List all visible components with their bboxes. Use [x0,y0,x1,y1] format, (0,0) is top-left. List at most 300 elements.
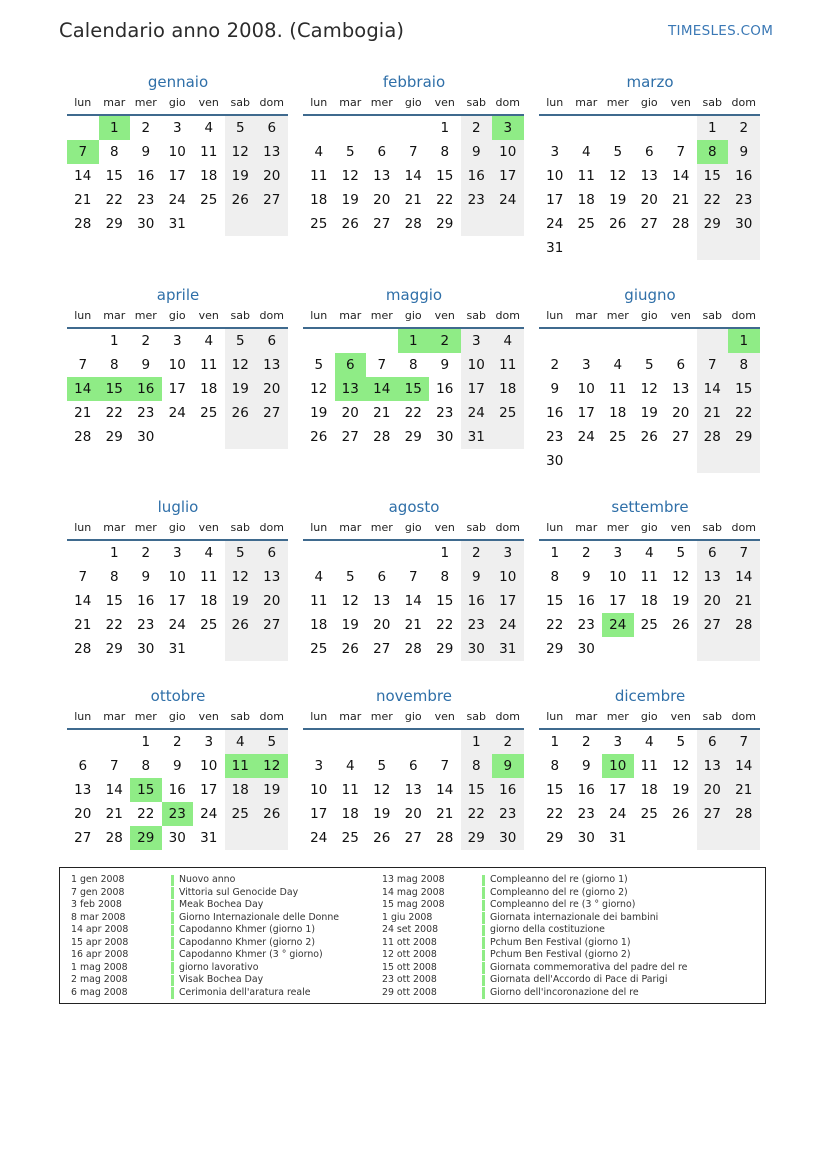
day-cell: 31 [168,216,186,232]
weekday-header: sab [697,305,729,329]
day-cell: 20 [373,192,391,208]
holiday-date: 29 ott 2008 [382,986,437,998]
weekday-header: mar [99,706,131,730]
holiday-marker [171,975,174,987]
day-cell: 21 [728,589,760,613]
day-empty [256,637,288,661]
day-cell: 13 [256,140,288,164]
day-cell: 21 [672,192,690,208]
weekday-header: ven [429,517,461,541]
day-cell-holiday: 15 [130,778,162,802]
day-cell: 7 [408,144,418,160]
day-cell: 14 [672,168,690,184]
day-empty [67,730,99,754]
day-cell: 9 [141,357,151,373]
day-cell: 16 [137,593,155,609]
day-cell: 10 [461,353,493,377]
day-cell: 29 [436,641,454,657]
day-cell: 12 [341,593,359,609]
holiday-name: Compleanno del re (giorno 2) [490,886,628,898]
day-empty [225,826,257,850]
weekday-header: gio [398,305,430,329]
weekday-header: dom [728,92,760,116]
day-cell: 18 [310,192,328,208]
weekday-header: sab [225,706,257,730]
weekday-header: ven [665,305,697,329]
day-cell: 17 [609,782,627,798]
month-grid [303,706,525,850]
holiday-name: Cerimonia dell'aratura reale [179,986,311,998]
day-cell: 31 [168,641,186,657]
day-cell-holiday: 1 [728,329,760,353]
day-cell: 10 [609,569,627,585]
holiday-name: Giornata commemorativa del padre del re [490,961,688,973]
day-empty [225,212,257,236]
day-cell: 21 [728,778,760,802]
day-empty [193,425,225,449]
day-cell: 3 [613,734,623,750]
day-cell: 17 [492,164,524,188]
day-cell: 3 [314,758,324,774]
day-empty [602,236,634,260]
day-cell: 24 [168,192,186,208]
day-cell: 10 [168,144,186,160]
day-cell: 25 [225,802,257,826]
weekday-header: mer [130,706,162,730]
day-empty [571,116,603,140]
day-cell: 7 [728,730,760,754]
day-cell: 4 [225,730,257,754]
day-cell: 12 [225,565,257,589]
day-cell: 3 [172,545,182,561]
day-cell: 6 [256,116,288,140]
holiday-date: 1 mag 2008 [71,961,128,973]
day-cell: 4 [204,120,214,136]
day-cell: 20 [640,192,658,208]
weekday-header: ven [665,706,697,730]
day-cell: 19 [225,589,257,613]
weekday-header: mar [99,305,131,329]
page-title: Calendario anno 2008. (Cambogia) [59,19,405,42]
weekday-header: dom [256,92,288,116]
day-cell: 29 [697,212,729,236]
day-cell: 23 [461,613,493,637]
day-cell: 6 [256,329,288,353]
day-cell: 24 [461,401,493,425]
day-cell: 17 [492,589,524,613]
day-cell: 18 [640,782,658,798]
day-cell: 29 [105,641,123,657]
month-maggio [303,285,525,449]
day-cell: 11 [200,569,218,585]
day-cell: 8 [550,758,560,774]
day-cell: 19 [672,782,690,798]
day-cell: 16 [492,778,524,802]
day-cell: 2 [581,734,591,750]
holiday-name: Meak Bochea Day [179,899,264,910]
day-cell: 20 [256,377,288,401]
day-cell: 20 [404,806,422,822]
day-cell: 26 [225,613,257,637]
day-cell: 14 [74,168,92,184]
day-cell: 24 [577,429,595,445]
day-cell: 23 [436,405,454,421]
day-cell: 14 [436,782,454,798]
day-cell-holiday: 15 [398,377,430,401]
weekday-header: lun [67,517,99,541]
day-cell: 26 [310,429,328,445]
day-cell: 27 [697,613,729,637]
day-cell: 18 [341,806,359,822]
day-cell: 4 [492,329,524,353]
weekday-header: mar [335,305,367,329]
holiday-marker [171,900,174,912]
day-empty [697,236,729,260]
day-cell: 3 [172,333,182,349]
day-cell: 25 [341,830,359,846]
holiday-date: 1 gen 2008 [71,874,125,885]
weekday-header: mer [130,92,162,116]
day-cell: 2 [461,116,493,140]
day-cell: 18 [225,778,257,802]
day-cell: 6 [408,758,418,774]
holiday-marker [482,912,485,924]
weekday-header: lun [67,92,99,116]
day-cell: 27 [640,216,658,232]
day-cell: 19 [310,405,328,421]
month-grid [539,305,761,473]
day-cell: 17 [546,192,564,208]
day-cell: 16 [461,589,493,613]
day-cell: 14 [105,782,123,798]
weekday-header: dom [256,305,288,329]
day-cell: 25 [200,617,218,633]
weekday-header: mer [130,517,162,541]
day-cell: 2 [461,541,493,565]
day-cell: 25 [310,216,328,232]
day-cell: 23 [137,405,155,421]
day-empty [366,329,398,353]
day-cell: 31 [200,830,218,846]
day-cell: 24 [168,405,186,421]
month-novembre [303,686,525,850]
day-cell: 1 [141,734,151,750]
day-cell: 3 [492,541,524,565]
day-empty [571,329,603,353]
day-cell: 5 [225,116,257,140]
day-cell: 15 [461,778,493,802]
weekday-header: mer [366,706,398,730]
day-empty [728,449,760,473]
day-cell: 22 [105,192,123,208]
day-cell: 10 [492,565,524,589]
month-marzo [539,72,761,260]
weekday-header: mar [99,517,131,541]
weekday-header: sab [697,517,729,541]
day-cell: 13 [74,782,92,798]
weekday-header: mar [571,706,603,730]
holiday-date: 24 set 2008 [382,924,439,935]
weekday-header: dom [728,517,760,541]
weekday-header: dom [728,706,760,730]
day-empty [634,449,666,473]
weekday-header: sab [697,706,729,730]
weekday-header: ven [665,517,697,541]
weekday-header: lun [539,92,571,116]
day-cell: 19 [373,806,391,822]
day-cell-holiday: 10 [602,754,634,778]
day-cell: 4 [314,144,324,160]
day-cell-holiday: 11 [225,754,257,778]
day-cell: 22 [546,617,564,633]
day-cell: 28 [697,425,729,449]
day-cell: 31 [461,425,493,449]
day-cell: 10 [492,140,524,164]
day-cell: 30 [137,641,155,657]
month-grid [303,305,525,449]
weekday-header: ven [193,305,225,329]
month-grid [539,92,761,260]
weekday-header: gio [634,517,666,541]
day-empty [728,637,760,661]
day-cell: 22 [105,617,123,633]
day-cell: 22 [546,806,564,822]
day-cell: 21 [74,405,92,421]
day-cell: 10 [310,782,328,798]
day-cell: 7 [109,758,119,774]
day-cell: 8 [109,144,119,160]
day-cell: 20 [74,806,92,822]
day-cell: 16 [461,164,493,188]
day-cell: 8 [728,353,760,377]
day-cell: 28 [404,216,422,232]
day-cell: 6 [256,541,288,565]
day-empty [539,116,571,140]
day-cell: 22 [461,802,493,826]
day-empty [99,730,131,754]
day-cell: 1 [550,545,560,561]
day-cell: 11 [640,569,658,585]
holiday-name: Giorno Internazionale delle Donne [179,911,340,923]
month-grid [303,92,525,236]
day-cell-holiday: 14 [67,377,99,401]
day-cell: 7 [408,569,418,585]
weekday-header: sab [461,305,493,329]
day-cell: 14 [728,754,760,778]
month-agosto [303,497,525,661]
day-cell: 14 [728,565,760,589]
day-cell: 4 [345,758,355,774]
site-link[interactable]: TIMESLES.COM [668,23,774,39]
day-cell: 31 [546,240,564,256]
day-empty [67,541,99,565]
day-cell: 23 [137,192,155,208]
day-cell: 2 [141,120,151,136]
day-cell: 31 [609,830,627,846]
day-cell: 8 [408,357,418,373]
day-cell: 4 [613,357,623,373]
day-cell: 26 [341,216,359,232]
day-cell: 19 [640,405,658,421]
day-cell: 9 [172,758,182,774]
day-empty [571,449,603,473]
weekday-header: ven [193,706,225,730]
day-cell: 17 [168,381,186,397]
day-empty [335,541,367,565]
day-cell: 7 [676,144,686,160]
weekday-header: ven [429,706,461,730]
day-cell: 30 [137,429,155,445]
day-cell: 6 [644,144,654,160]
weekday-header: gio [398,706,430,730]
weekday-header: dom [256,517,288,541]
day-cell: 12 [310,381,328,397]
day-cell: 23 [546,429,564,445]
day-empty [665,116,697,140]
day-cell: 1 [109,333,119,349]
weekday-header: dom [256,706,288,730]
day-cell: 16 [436,381,454,397]
day-cell: 15 [436,593,454,609]
day-cell: 25 [577,216,595,232]
month-title: agosto [388,498,440,516]
day-cell: 6 [697,730,729,754]
day-cell: 27 [373,216,391,232]
day-empty [728,826,760,850]
day-empty [398,730,430,754]
day-cell: 24 [492,188,524,212]
holiday-marker [482,900,485,912]
day-cell: 7 [728,541,760,565]
day-empty [303,329,335,353]
holiday-date: 16 apr 2008 [71,949,129,960]
weekday-header: mar [335,706,367,730]
day-cell: 18 [577,192,595,208]
month-grid [67,305,289,449]
day-cell: 13 [672,381,690,397]
holiday-name: Capodanno Khmer (3 ° giorno) [179,949,323,960]
holiday-name: Giornata dell'Accordo di Pace di Parigi [490,974,668,985]
day-cell: 28 [436,830,454,846]
day-cell: 6 [676,357,686,373]
day-empty [665,826,697,850]
day-cell: 11 [200,144,218,160]
day-cell: 6 [78,758,88,774]
day-cell: 14 [697,377,729,401]
day-cell: 30 [168,830,186,846]
holiday-marker [171,950,174,962]
day-cell: 16 [728,164,760,188]
weekday-header: mer [602,517,634,541]
month-dicembre [539,686,761,850]
holiday-date: 15 apr 2008 [71,936,129,948]
day-cell: 21 [373,405,391,421]
day-cell: 21 [404,192,422,208]
holiday-marker [482,887,485,899]
weekday-header: mer [366,517,398,541]
day-cell: 19 [225,377,257,401]
holiday-date: 2 mag 2008 [71,974,128,985]
day-cell: 18 [492,377,524,401]
day-cell: 27 [256,613,288,637]
day-cell: 16 [546,405,564,421]
day-cell: 21 [404,617,422,633]
day-cell: 3 [172,120,182,136]
day-cell: 24 [546,216,564,232]
day-cell: 15 [546,782,564,798]
day-empty [728,236,760,260]
day-cell: 11 [577,168,595,184]
holiday-date: 12 ott 2008 [382,949,437,960]
day-cell: 26 [256,802,288,826]
day-cell: 5 [345,569,355,585]
day-cell: 28 [404,641,422,657]
holiday-marker [171,912,174,924]
day-cell: 19 [256,778,288,802]
day-cell: 25 [609,429,627,445]
day-cell: 20 [373,617,391,633]
day-cell: 12 [225,353,257,377]
day-empty [256,826,288,850]
day-cell: 27 [672,429,690,445]
day-cell: 29 [546,641,564,657]
day-cell: 28 [728,802,760,826]
day-cell: 26 [373,830,391,846]
day-cell: 30 [137,216,155,232]
day-cell-holiday: 8 [697,140,729,164]
day-cell: 14 [404,593,422,609]
day-cell: 27 [74,830,92,846]
day-cell: 19 [609,192,627,208]
day-empty [697,329,729,353]
holiday-name: Visak Bochea Day [179,974,264,985]
day-empty [335,116,367,140]
day-cell: 1 [109,545,119,561]
holiday-marker [171,875,174,887]
holiday-name: Pchum Ben Festival (giorno 2) [490,949,631,960]
day-empty [335,329,367,353]
month-title: giugno [624,286,676,304]
day-empty [429,730,461,754]
day-cell: 1 [461,730,493,754]
day-cell: 11 [310,593,328,609]
weekday-header: sab [697,92,729,116]
day-cell: 10 [168,357,186,373]
day-cell: 13 [404,782,422,798]
weekday-header: lun [303,305,335,329]
month-title: novembre [376,687,452,705]
day-empty [634,236,666,260]
day-empty [602,637,634,661]
weekday-header: lun [67,706,99,730]
month-title: settembre [611,498,689,516]
day-cell: 28 [728,613,760,637]
day-cell: 17 [461,377,493,401]
day-cell: 17 [168,168,186,184]
day-cell: 1 [550,734,560,750]
day-cell: 24 [200,806,218,822]
day-cell-holiday: 24 [602,613,634,637]
day-cell: 22 [436,617,454,633]
day-cell: 21 [74,192,92,208]
day-cell: 10 [200,758,218,774]
day-cell: 17 [168,593,186,609]
day-empty [492,212,524,236]
day-cell: 6 [377,569,387,585]
holiday-date: 14 apr 2008 [71,924,129,935]
day-cell: 25 [200,192,218,208]
weekday-header: mer [366,92,398,116]
